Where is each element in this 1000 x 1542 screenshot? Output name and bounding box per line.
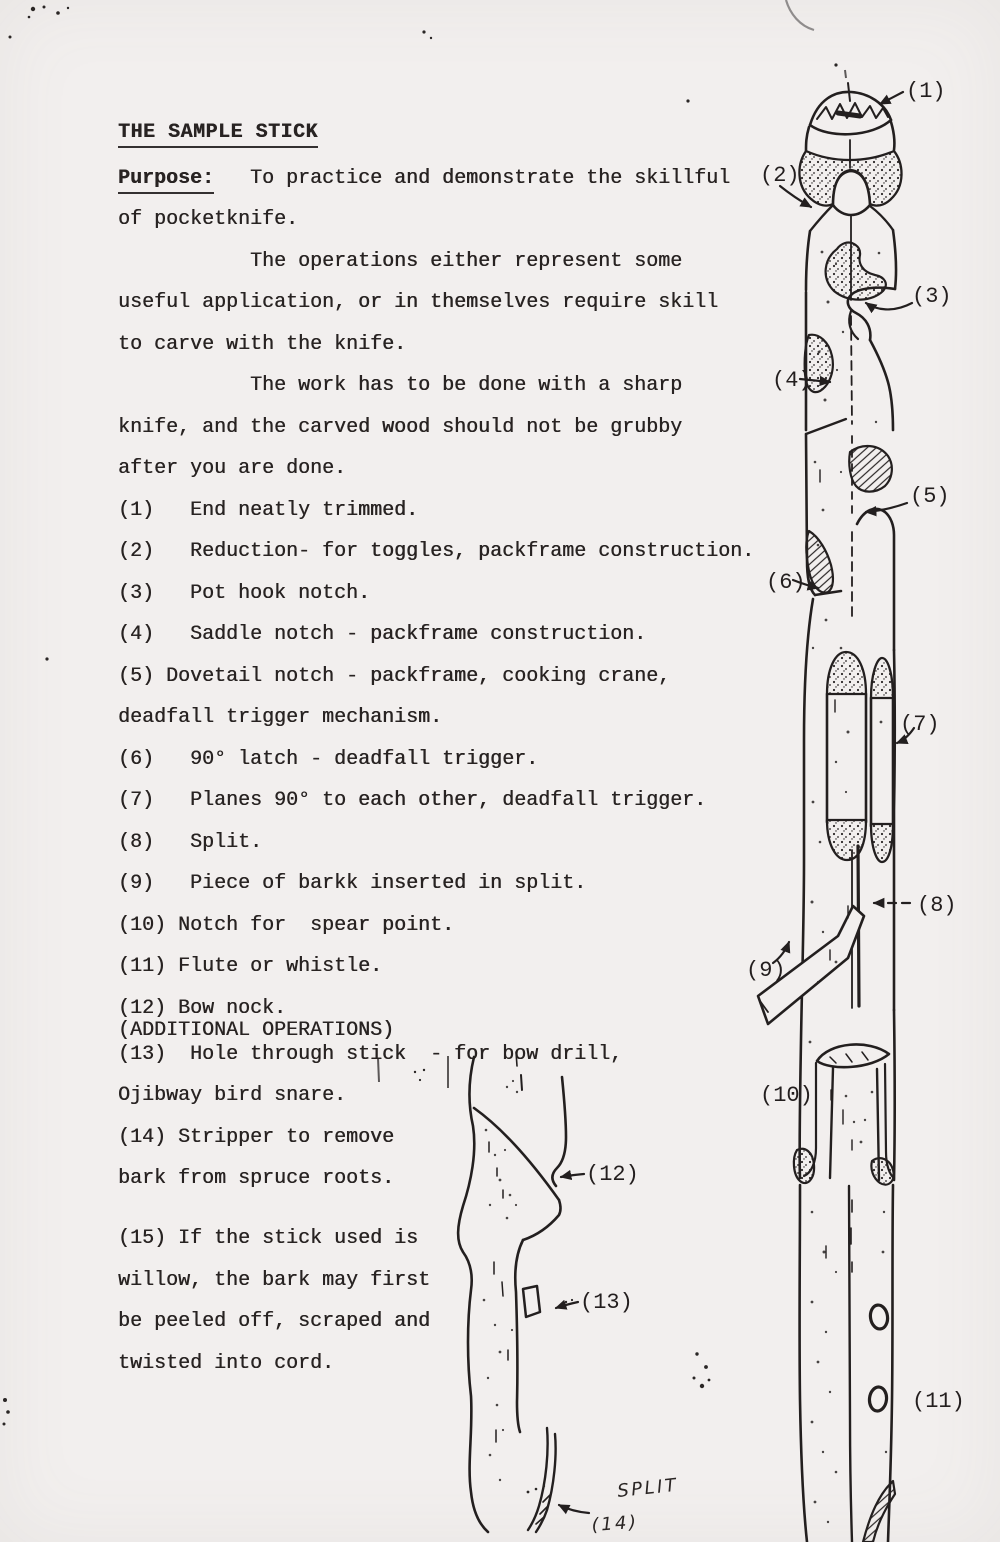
whistle-holes [868,1304,889,1412]
small-stick-speckles [483,1080,519,1481]
small-annotation-arrows [527,1174,589,1513]
small-stick-inner-edge [515,1240,523,1432]
typed-line-23: Ojibway bird snare. [118,1084,347,1107]
typed-line-29: twisted into cord. [118,1351,335,1375]
figure-label-3: (3) [912,284,952,309]
arrow-13 [556,1302,578,1308]
typed-line-19: (11) Flute or whistle. [118,955,383,978]
typed-line-2: The operations either represent some [118,249,683,273]
interior-speckles [809,251,888,1524]
lower-shaft [800,1185,893,1542]
saddle-notch [805,292,833,430]
typed-line-12: (5) Dovetail notch - packframe, cooking crane, [118,664,671,688]
typed-line-11: (4) Saddle notch - packframe construction. [118,623,647,646]
typed-line-27: willow, the bark may first [118,1268,431,1292]
figure-label-13: (13) [580,1290,633,1315]
figure-label-split: SPLIT [616,1474,680,1502]
typed-line-8: (1) End neatly trimmed. [118,498,419,522]
typed-line-21: (ADDITIONAL OPERATIONS) [118,1018,395,1042]
dovetail-notch [806,419,894,650]
purpose-label: Purpose: [118,167,214,194]
arrow-12 [561,1174,584,1177]
small-stick-left-edge [458,1057,488,1532]
small-stick-right-edge [552,1077,566,1186]
typed-line-22: (13) Hole through stick - for bow drill, [118,1042,623,1066]
page-curl-mark [786,0,814,30]
figure-label-9: (9) [746,958,786,983]
typed-line-16: (8) Split. [118,830,263,854]
arrow-1 [880,92,903,104]
figure-label-10: (10) [760,1083,813,1108]
typed-line-18: (10) Notch for spear point. [118,913,455,937]
typed-line-26: (15) If the stick used is [118,1227,419,1250]
doc-title: THE SAMPLE STICK [118,122,318,148]
typed-line-4: to carve with the knife. [118,332,407,356]
arrow-5 [866,503,907,512]
typed-line-17: (9) Piece of barkk inserted in split. [118,872,587,895]
noise-specks [3,6,838,1426]
small-stick-drawing [458,1052,589,1532]
figure-label-5: (5) [910,484,950,509]
bow-nock [474,1108,561,1240]
typed-line-10: (3) Pot hook notch. [118,581,371,605]
typed-line-3: useful application, or in themselves require skill [118,291,719,314]
main-stick-drawing [758,83,914,1542]
typed-line-15: (7) Planes 90° to each other, deadfall trigger. [118,789,707,812]
typed-line-20: (12) Bow nock. [118,996,287,1020]
typed-line-6: knife, and the carved wood should not be grubby [118,415,683,439]
bottom-split [528,1428,556,1532]
typed-line-13: deadfall trigger mechanism. [118,706,443,729]
typed-line-25: bark from spruce roots. [118,1167,395,1190]
figure-label-14: (14) [590,1511,640,1536]
typed-line-1: of pocketknife. [118,208,299,231]
figure-label-6: (6) [766,570,806,595]
figure-label-8: (8) [917,893,957,918]
purpose-text: To practice and demonstrate the skillful [214,167,731,190]
scan-artifacts [3,0,847,1426]
typed-line-24: (14) Stripper to remove [118,1125,395,1149]
figure-label-11: (11) [912,1389,965,1414]
figure-label-12: (12) [586,1162,639,1187]
planes-90 [827,652,893,862]
typed-line-9: (2) Reduction- for toggles, packframe construction. [118,540,755,563]
arrow-14 [559,1505,589,1513]
drill-hole [523,1286,540,1317]
figure-label-4: (4) [772,368,812,393]
figure-labels [580,79,965,1536]
figure-label-1: (1) [906,79,946,104]
figure-label-2: (2) [760,163,800,188]
typed-line-7: after you are done. [118,457,347,480]
figure-label-7: (7) [900,712,940,737]
typed-line-14: (6) 90° latch - deadfall trigger. [118,747,539,771]
typed-line-28: be peeled off, scraped and [118,1310,431,1333]
arrow-3 [866,303,912,309]
typed-line-5: The work has to be done with a sharp [118,374,683,397]
